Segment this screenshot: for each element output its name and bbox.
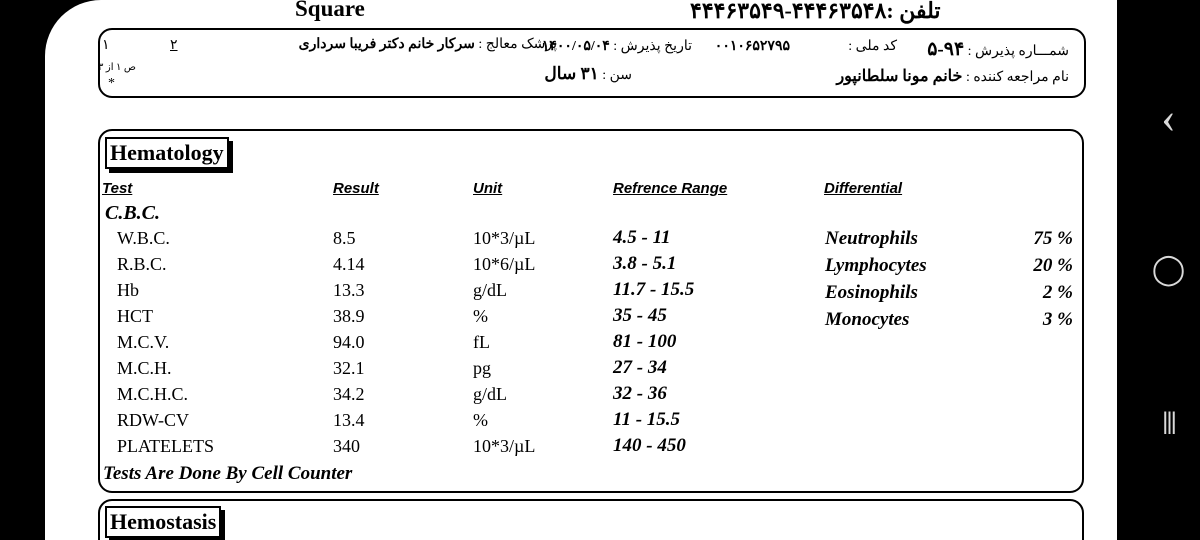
test-name: M.C.H.C. — [117, 384, 189, 404]
admission-number — [927, 38, 1069, 61]
test-name: HCT — [117, 306, 153, 326]
differential-name: Lymphocytes — [825, 255, 927, 276]
admission-value: ۹۴-۵ — [927, 39, 965, 60]
lab-phone: تلفن :۴۴۴۶۳۵۴۸-۴۴۴۶۳۵۴۹ — [690, 0, 941, 23]
test-range: 11 - 15.5 — [613, 409, 681, 430]
hematology-title: Hematology — [105, 137, 229, 169]
admission-date-value: ۱۴۰۰/۰۵/۰۴ — [541, 39, 610, 54]
back-icon[interactable]: ‹ — [1161, 93, 1176, 142]
differential-value: 75 % — [1033, 228, 1073, 249]
test-range: 27 - 34 — [613, 357, 667, 378]
test-result: 32.1 — [333, 358, 365, 378]
col-unit: Unit — [473, 180, 503, 197]
patient-age — [544, 64, 632, 84]
test-result: 34.2 — [333, 384, 365, 404]
test-range: 32 - 36 — [613, 383, 667, 404]
national-id-label: کد ملی : — [848, 39, 897, 54]
patient-name — [836, 66, 1069, 86]
test-range: 35 - 45 — [613, 305, 667, 326]
test-unit: 10*3/µL — [473, 228, 536, 248]
test-unit: % — [473, 410, 488, 430]
admission-date — [542, 38, 692, 55]
test-result: 38.9 — [333, 306, 365, 326]
differential-value: 3 % — [1042, 309, 1073, 330]
lab-name: Square — [295, 0, 365, 21]
test-range: 81 - 100 — [613, 331, 677, 352]
test-unit: g/dL — [473, 384, 507, 404]
test-result: 8.5 — [333, 228, 356, 248]
hemostasis-section — [98, 499, 1084, 540]
cbc-group: C.B.C. — [105, 202, 161, 224]
doctor-label: پزشک معالج : — [478, 37, 557, 52]
test-result: 13.4 — [333, 410, 365, 430]
test-unit: % — [473, 306, 488, 326]
android-nav-bar — [1137, 0, 1200, 540]
test-range: 140 - 450 — [613, 435, 686, 456]
test-name: M.C.H. — [117, 358, 172, 378]
national-id-value: ۰۰۱۰۶۵۲۷۹۵ — [714, 39, 790, 54]
test-unit: fL — [473, 332, 490, 352]
test-result: 94.0 — [333, 332, 365, 352]
test-range: 3.8 - 5.1 — [613, 253, 677, 274]
test-range: 4.5 - 11 — [613, 227, 671, 248]
cell-counter-note: Tests Are Done By Cell Counter — [103, 463, 353, 484]
page-star: * — [108, 76, 115, 91]
report-page — [45, 0, 1117, 540]
test-name: W.B.C. — [117, 228, 170, 248]
test-unit: pg — [473, 358, 491, 378]
differential-name: Monocytes — [825, 309, 910, 330]
test-unit: 10*6/µL — [473, 254, 536, 274]
test-name: Hb — [117, 280, 139, 300]
col-result: Result — [333, 180, 379, 197]
home-icon[interactable]: ◯ — [1151, 253, 1186, 286]
differential-name: Eosinophils — [825, 282, 918, 303]
test-unit: g/dL — [473, 280, 507, 300]
age-label: سن : — [602, 68, 632, 83]
doctor — [299, 36, 557, 53]
patient-label: نام مراجعه کننده : — [965, 70, 1069, 85]
admission-date-label: تاریخ پذیرش : — [613, 39, 692, 54]
col-differential: Differential — [824, 180, 903, 197]
test-name: R.B.C. — [117, 254, 167, 274]
admission-label: شمـــاره پذیرش : — [967, 44, 1069, 59]
differential-value: 20 % — [1033, 255, 1073, 276]
doctor-value: سرکار خانم دکتر فریبا سرداری — [298, 37, 475, 52]
differential-value: 2 % — [1042, 282, 1073, 303]
recent-apps-icon[interactable]: ||| — [1162, 408, 1175, 435]
test-range: 11.7 - 15.5 — [613, 279, 695, 300]
test-result: 340 — [333, 436, 360, 456]
test-unit: 10*3/µL — [473, 436, 536, 456]
page-marker-1: ۱ — [102, 38, 110, 53]
col-test: Test — [102, 180, 133, 197]
page-marker-2: ۲ — [170, 38, 178, 53]
test-result: 13.3 — [333, 280, 365, 300]
test-name: M.C.V. — [117, 332, 170, 352]
age-value: ۳۱ سال — [544, 64, 599, 83]
differential-name: Neutrophils — [825, 228, 918, 249]
test-result: 4.14 — [333, 254, 365, 274]
patient-value: خانم مونا سلطانپور — [836, 68, 963, 85]
page-of: ص ۱ از ۳ — [98, 62, 136, 73]
test-name: PLATELETS — [117, 436, 214, 456]
test-name: RDW-CV — [117, 410, 189, 430]
hematology-section — [98, 129, 1084, 493]
hemostasis-title: Hemostasis — [105, 506, 221, 538]
col-range: Refrence Range — [613, 180, 728, 197]
